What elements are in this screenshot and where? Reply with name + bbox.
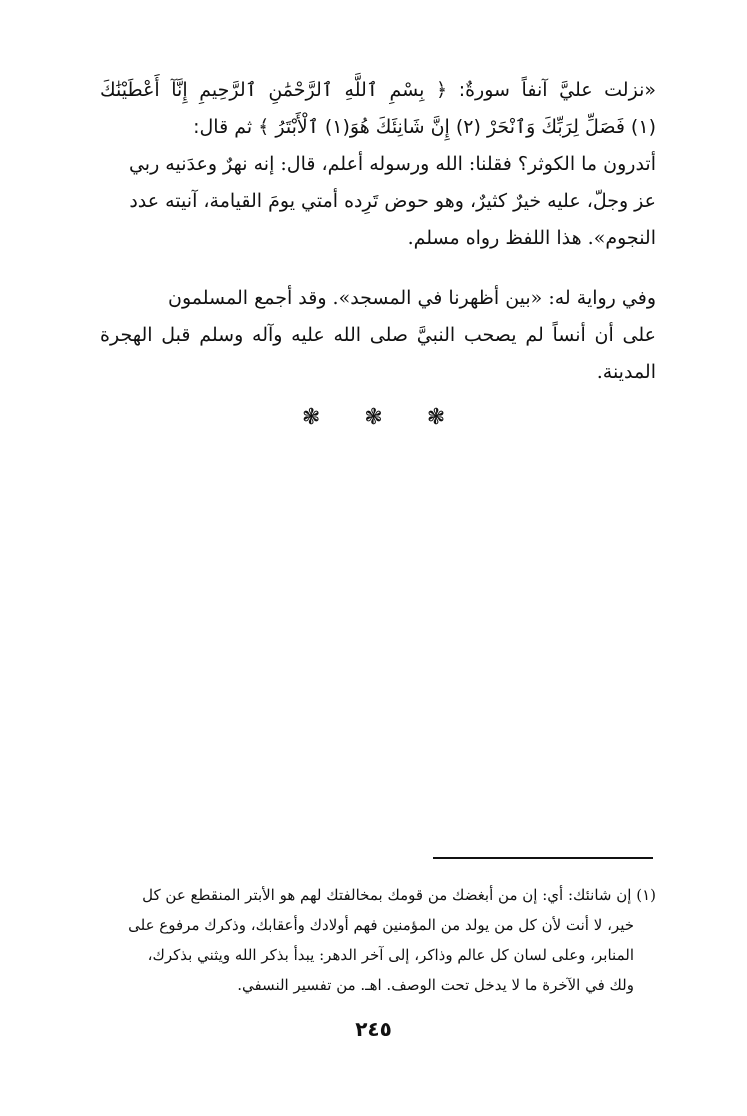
footnote-line: ولك في الآخرة ما لا يدخل تحت الوصف. اهـ. من تفسير النسفي. [237,976,634,994]
text-line: وفي رواية له: «بين أظهرنا في المسجد». وقد أجمع المسلمون [168,287,656,309]
main-paragraph-riwaya [100,280,656,391]
text-line: على أن أنساً لم يصحب النبيَّ صلى الله عليه وآله وسلم قبل الهجرة [100,324,656,346]
section-separator [0,403,747,433]
footnote-marker: (١) [636,886,656,904]
footnote-line [96,880,656,910]
footnote-divider [433,857,653,859]
main-paragraph-hadith [100,72,656,257]
text-line: «نزلت عليَّ آنفاً سورةٌ: ﴿ بِسْمِ ٱللَّهِ ٱلرَّحْمَٰنِ ٱلرَّحِيمِ إِنَّآ أَعْطَيْنَٰكَ [100,79,656,101]
text-line: أتدرون ما الكوثر؟ فقلنا: الله ورسوله أعلم، قال: إنه نهرٌ وعدَنيه ربي [128,153,656,175]
asterism-ornament-icon: ❃ [426,405,446,430]
footnote [96,880,656,1000]
text-line: المدينة. [596,361,656,383]
footnote-line: المنابر، وعلى لسان كل عالم وذاكر، إلى آخر الدهر: يبدأ بذكر الله ويثني بذكرك، [147,946,634,964]
text-line: النجوم». هذا اللفظ رواه مسلم. [407,227,656,249]
asterism-ornament-icon: ❃ [301,405,321,430]
footnote-line: خير، لا أنت لأن كل من يولد من المؤمنين فهم أولادك وأعقابك، وذكرك مرفوع على [128,916,634,934]
text-line: عز وجلّ، عليه خيرٌ كثيرٌ، وهو حوض تَرِده أمتي يومَ القيامة، آنيته عدد [129,190,656,212]
asterism-ornament-icon: ❃ [364,405,383,430]
text-line: (١) فَصَلِّ لِرَبِّكَ وَٱنْحَرْ (٢) إِنَّ شَانِئَكَ هُوَ(١) ٱلْأَبْتَرُ ﴾ ثم قال: [193,116,656,138]
page-number: ٢٤٥ [355,1017,392,1041]
footnote-text: إن شانئك: أي: إن من أبغضك من قومك بمخالفتك لهم هو الأبتر المنقطع عن كل [142,886,632,904]
